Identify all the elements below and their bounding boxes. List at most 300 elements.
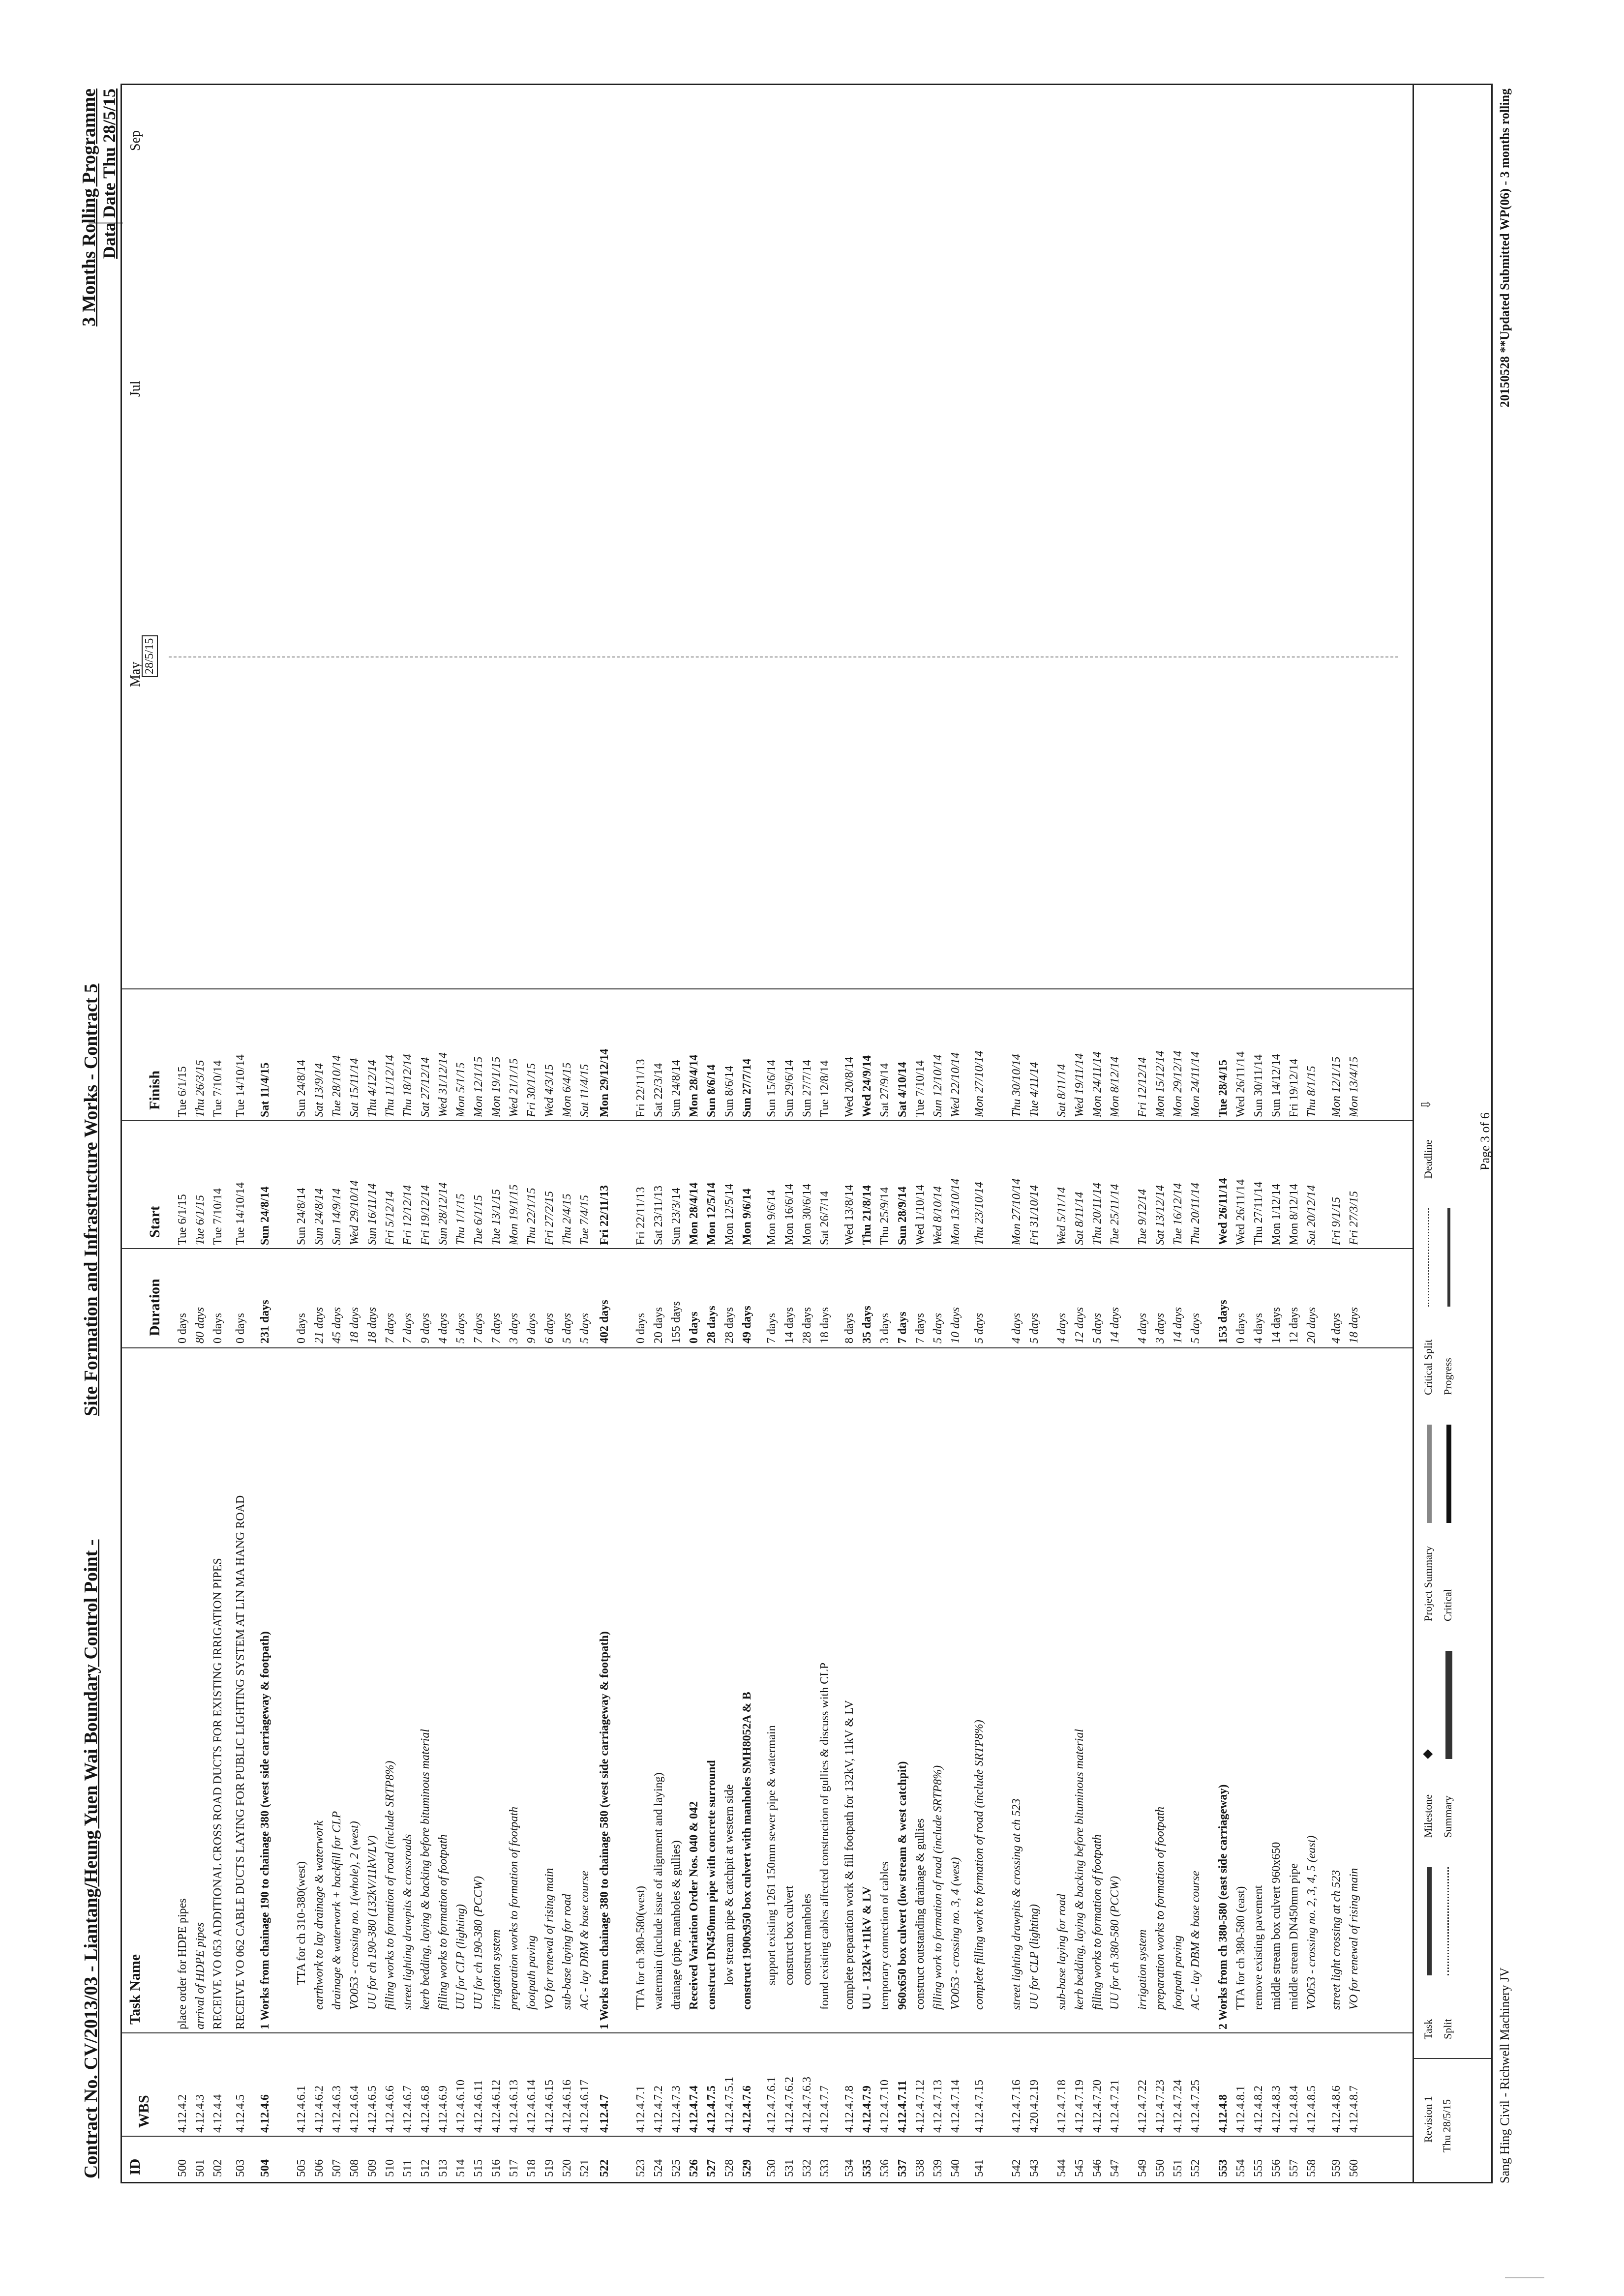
task-duration: 28 days (801, 1307, 813, 1343)
task-wbs: 4.12.4.8.1 (1234, 2086, 1247, 2133)
task-wbs: 4.12.4.6.13 (508, 2080, 520, 2133)
legend-progress-label: Progress (1442, 1358, 1454, 1395)
task-id: 528 (723, 2159, 736, 2177)
task-duration: 0 days (234, 1313, 247, 1343)
task-name: irrigation system (1136, 1929, 1149, 2010)
task-finish: Mon 28/4/14 (688, 1054, 700, 1117)
task-id: 510 (384, 2159, 396, 2177)
task-finish: Mon 24/11/14 (1189, 1051, 1202, 1117)
task-id: 511 (401, 2159, 414, 2177)
task-id: 501 (194, 2159, 207, 2177)
data-date: Data Date Thu 28/5/15 (99, 89, 119, 259)
task-duration: 12 days (1288, 1307, 1300, 1343)
task-name: construct DN450mm pipe with concrete surround (705, 1760, 718, 2010)
task-wbs: 4.12.4.6.1 (295, 2086, 308, 2133)
task-name: VO for renewal of rising main (1348, 1868, 1360, 2010)
task-id: 545 (1073, 2159, 1086, 2177)
task-id: 535 (861, 2159, 873, 2177)
task-finish: Mon 29/12/14 (598, 1048, 611, 1117)
column-divider (122, 988, 1413, 989)
task-finish: Tue 14/10/14 (234, 1054, 247, 1117)
task-id: 513 (437, 2159, 450, 2177)
task-duration: 18 days (1348, 1307, 1360, 1343)
task-wbs: 4.12.4.7.5.1 (723, 2077, 736, 2133)
task-id: 560 (1348, 2159, 1360, 2177)
task-finish: Sun 29/6/14 (783, 1060, 796, 1117)
task-id: 525 (670, 2159, 683, 2177)
task-name: UU for ch 190-380 (PCCW) (472, 1876, 485, 2010)
task-duration: 20 days (1305, 1307, 1318, 1343)
task-name: street lighting drawpits & crossing at ch 523 (1010, 1798, 1023, 2010)
task-name: preparation works to formation of footpath (1154, 1806, 1167, 2010)
task-id: 556 (1270, 2159, 1283, 2177)
legend-summary-label: Summary (1442, 1795, 1454, 1838)
task-finish: Mon 8/12/14 (1109, 1056, 1121, 1117)
task-id: 516 (490, 2159, 503, 2177)
task-finish: Fri 30/1/15 (525, 1063, 538, 1117)
task-id: 544 (1055, 2159, 1068, 2177)
task-start: Sun 28/9/14 (896, 1186, 909, 1245)
task-wbs: 4.12.4.3 (194, 2094, 207, 2133)
task-finish: Sun 27/7/14 (741, 1058, 753, 1117)
task-start: Fri 5/12/14 (384, 1191, 396, 1245)
task-id: 509 (366, 2159, 379, 2177)
task-start: Wed 26/11/14 (1234, 1179, 1247, 1245)
task-id: 514 (454, 2159, 467, 2177)
task-name: drainage & waterwork + backfill for CLP (331, 1811, 343, 2010)
task-start: Mon 9/6/14 (741, 1188, 753, 1245)
legend-deadline-label: Deadline (1422, 1139, 1434, 1179)
task-id: 521 (578, 2159, 591, 2177)
task-name: earthwork to lay drainage & waterwork (313, 1820, 326, 2010)
task-finish: Fri 19/12/14 (1288, 1058, 1300, 1117)
deadline-arrow-icon: ⇩ (1419, 1099, 1433, 1110)
task-name: street lighting drawpits & crossroads (401, 1834, 414, 2010)
revision-label: Revision 1 (1422, 2096, 1434, 2143)
task-name: construct manholes (801, 1894, 813, 1985)
task-name: footpath paving (525, 1935, 538, 2010)
task-duration: 7 days (896, 1312, 909, 1343)
task-name: TTA for ch 380-580(west) (634, 1885, 647, 2010)
task-id: 530 (765, 2159, 778, 2177)
task-finish: Tue 28/10/14 (331, 1055, 343, 1117)
task-id: 508 (348, 2159, 361, 2177)
task-start: Tue 7/10/14 (211, 1188, 224, 1245)
task-start: Mon 9/6/14 (765, 1190, 778, 1245)
task-duration: 7 days (472, 1313, 485, 1343)
task-duration: 7 days (384, 1313, 396, 1343)
task-start: Thu 2/4/15 (561, 1193, 573, 1245)
task-id: 547 (1109, 2159, 1121, 2177)
task-duration: 8 days (843, 1313, 856, 1343)
task-name: VO053 - crossing no. 3, 4 (west) (949, 1857, 962, 2010)
task-name: 2 Works from ch 380-580 (east side carriageway) (1217, 1784, 1230, 2029)
task-duration: 5 days (454, 1313, 467, 1343)
task-duration: 0 days (634, 1313, 647, 1343)
task-wbs: 4.12.4.7.22 (1136, 2080, 1149, 2133)
task-wbs: 4.12.4.6.16 (561, 2080, 573, 2133)
column-header-wbs: WBS (136, 2095, 152, 2128)
task-finish: Wed 4/3/15 (543, 1064, 556, 1117)
task-wbs: 4.12.4.4 (211, 2094, 224, 2133)
task-wbs: 4.12.4.8.2 (1252, 2086, 1265, 2133)
task-start: Wed 1/10/14 (914, 1185, 927, 1245)
legend-critical-split-label: Critical Split (1422, 1339, 1434, 1395)
task-start: Fri 19/12/14 (419, 1185, 432, 1245)
task-finish: Mon 24/11/14 (1091, 1051, 1104, 1117)
task-finish: Wed 22/10/14 (949, 1052, 962, 1117)
task-finish: Sat 15/11/14 (348, 1058, 361, 1117)
task-duration: 0 days (295, 1313, 308, 1343)
task-finish: Thu 8/1/15 (1305, 1066, 1318, 1117)
task-wbs: 4.12.4.7.10 (878, 2080, 891, 2133)
task-name: preparation works to formation of footpath (508, 1806, 520, 2010)
task-name: filling works to formation of road (include SRTP8%) (384, 1760, 396, 2010)
task-duration: 3 days (508, 1313, 520, 1343)
task-wbs: 4.12.4.8 (1217, 2094, 1230, 2133)
task-name: filling work to formation of road (include SRTP8%) (932, 1765, 944, 2010)
task-finish: Sat 27/9/14 (878, 1063, 891, 1117)
task-name: irrigation system (490, 1929, 503, 2010)
legend-divider (1414, 2058, 1491, 2059)
task-duration: 5 days (973, 1313, 986, 1343)
task-wbs: 4.12.4.7.6.1 (765, 2077, 778, 2133)
status-date-marker: 28/5/15 (142, 635, 158, 677)
task-wbs: 4.12.4.7.25 (1189, 2080, 1202, 2133)
task-finish: Sun 24/8/14 (670, 1060, 683, 1117)
task-name: UU for ch 380-580 (PCCW) (1109, 1876, 1121, 2010)
task-wbs: 4.12.4.6.3 (331, 2086, 343, 2133)
task-id: 504 (259, 2159, 271, 2177)
page-number: Page 3 of 6 (1478, 1112, 1492, 1170)
task-start: Thu 23/10/14 (973, 1182, 986, 1245)
task-name: VO053 - crossing no. 2, 3, 4, 5 (east) (1305, 1835, 1318, 2010)
task-start: Sun 24/8/14 (313, 1188, 326, 1245)
task-duration: 14 days (1109, 1307, 1121, 1343)
legend-critical-bar (1446, 1425, 1451, 1523)
task-start: Tue 16/12/14 (1172, 1183, 1184, 1245)
task-start: Tue 14/10/14 (234, 1182, 247, 1245)
task-wbs: 4.12.4.6.7 (401, 2086, 414, 2133)
task-duration: 20 days (652, 1307, 665, 1343)
task-id: 502 (211, 2159, 224, 2177)
task-start: Sat 13/12/14 (1154, 1185, 1167, 1245)
task-finish: Mon 12/1/15 (472, 1056, 485, 1117)
task-name: 1 Works from chainage 380 to chainage 580 (west side carriageway & footpath) (598, 1631, 611, 2029)
task-finish: Sat 27/12/14 (419, 1057, 432, 1117)
revision-date: Thu 28/5/15 (1441, 2099, 1453, 2152)
task-name: middle stream box culvert 960x650 (1270, 1842, 1283, 2010)
task-finish: Thu 11/12/14 (384, 1055, 396, 1117)
task-id: 550 (1154, 2159, 1167, 2177)
task-id: 512 (419, 2159, 432, 2177)
task-name: middle stream DN450mm pipe (1288, 1863, 1300, 2010)
task-id: 532 (801, 2159, 813, 2177)
task-wbs: 4.12.4.7.7 (818, 2086, 831, 2133)
task-finish: Sun 8/6/14 (723, 1066, 736, 1117)
legend-task-bar (1427, 1867, 1432, 1975)
task-name: kerb bedding, laying & backing before bituminous material (1073, 1729, 1086, 2010)
column-header-start: Start (147, 1206, 163, 1238)
legend-task-label: Task (1422, 2019, 1434, 2039)
column-header-duration: Duration (147, 1279, 163, 1336)
task-id: 527 (705, 2159, 718, 2177)
task-wbs: 4.12.4.7.2 (652, 2086, 665, 2133)
task-start: Tue 13/1/15 (490, 1189, 503, 1245)
milestone-diamond-icon: ◆ (1420, 1749, 1434, 1759)
task-finish: Tue 12/8/14 (818, 1060, 831, 1117)
task-name: complete filling work to formation of road (include SRTP8%) (973, 1720, 986, 2010)
task-name: filling works to formation of footpath (437, 1834, 450, 2010)
legend-milestone-label: Milestone (1422, 1794, 1434, 1838)
task-name: street light crossing at ch 523 (1330, 1870, 1343, 2010)
task-id: 558 (1305, 2159, 1318, 2177)
task-duration: 28 days (705, 1306, 718, 1343)
task-start: Wed 5/11/14 (1055, 1187, 1068, 1245)
task-name: Received Variation Order Nos. 040 & 042 (688, 1801, 700, 2010)
task-wbs: 4.12.4.8.4 (1288, 2086, 1300, 2133)
task-name: remove existing pavement (1252, 1885, 1265, 2010)
column-divider (122, 1248, 1413, 1249)
task-id: 553 (1217, 2159, 1230, 2177)
task-wbs: 4.12.4.7.11 (896, 2080, 909, 2133)
task-name: construct box culvert (783, 1885, 796, 1985)
task-name: UU for CLP (lighting) (1028, 1904, 1041, 2010)
legend-split-label: Split (1442, 2019, 1454, 2039)
task-wbs: 4.12.4.5 (234, 2094, 247, 2133)
task-duration: 4 days (1010, 1313, 1023, 1343)
task-duration: 49 days (741, 1306, 753, 1343)
task-start: Thu 27/11/14 (1252, 1181, 1265, 1245)
task-name: UU for CLP (lighting) (454, 1904, 467, 2010)
task-name: 960x650 box culvert (low stream & west catchpit) (896, 1761, 909, 2010)
task-start: Tue 7/4/15 (578, 1194, 591, 1245)
task-id: 524 (652, 2159, 665, 2177)
task-id: 534 (843, 2159, 856, 2177)
task-id: 539 (932, 2159, 944, 2177)
task-duration: 0 days (1234, 1313, 1247, 1343)
task-id: 505 (295, 2159, 308, 2177)
task-duration: 4 days (437, 1313, 450, 1343)
contract-heading: Contract No. CV/2013/03 - Liantang/Heung Yuen Wai Boundary Control Point - (81, 1539, 101, 2178)
column-header-task-name: Task Name (127, 1954, 143, 2025)
task-name: low stream pipe & catchpit at western side (723, 1784, 736, 1985)
task-name: found existing cables affected construction of gullies & discuss with CLP (818, 1662, 831, 2010)
task-start: Wed 8/10/14 (932, 1186, 944, 1245)
task-wbs: 4.12.4.2 (176, 2094, 189, 2133)
programme-title: 3 Months Rolling Programme (79, 89, 99, 327)
task-duration: 5 days (1091, 1313, 1104, 1343)
task-start: Thu 20/11/14 (1189, 1183, 1202, 1245)
task-wbs: 4.12.4.7.6 (741, 2086, 753, 2133)
task-duration: 4 days (1330, 1313, 1343, 1343)
task-id: 526 (688, 2159, 700, 2177)
task-id: 541 (973, 2159, 986, 2177)
task-start: Tue 6/1/15 (472, 1194, 485, 1245)
task-finish: Mon 6/4/15 (561, 1062, 573, 1117)
task-start: Sun 24/8/14 (295, 1188, 308, 1245)
task-start: Sat 26/7/14 (818, 1191, 831, 1245)
task-name: construct 1900x950 box culvert with manholes SMH8052A & B (741, 1692, 753, 2010)
task-wbs: 4.12.4.7.19 (1073, 2080, 1086, 2133)
task-name: sub-base laying for road (561, 1894, 573, 2010)
task-wbs: 4.12.4.6 (259, 2094, 271, 2133)
task-start: Mon 13/10/14 (949, 1178, 962, 1245)
task-wbs: 4.12.4.6.2 (313, 2086, 326, 2133)
task-wbs: 4.12.4.6.11 (472, 2080, 485, 2133)
task-name: watermain (include issue of alignment and laying) (652, 1772, 665, 2010)
task-wbs: 4.12.4.7.5 (705, 2086, 718, 2133)
task-wbs: 4.12.4.7.15 (973, 2080, 986, 2133)
task-start: Fri 22/11/13 (598, 1185, 611, 1245)
task-wbs: 4.12.4.6.10 (454, 2080, 467, 2133)
task-start: Thu 1/1/15 (454, 1193, 467, 1245)
task-name: 1 Works from chainage 190 to chainage 380 (west side carriageway & footpath) (259, 1631, 271, 2029)
task-duration: 231 days (259, 1300, 271, 1343)
timescale-month: May (128, 661, 143, 687)
task-wbs: 4.12.4.7.6.2 (783, 2077, 796, 2133)
task-wbs: 4.12.4.8.5 (1305, 2086, 1318, 2133)
task-finish: Sun 30/11/14 (1252, 1054, 1265, 1117)
task-finish: Mon 29/12/14 (1172, 1050, 1184, 1117)
task-duration: 80 days (194, 1307, 207, 1343)
task-start: Sat 8/11/14 (1073, 1192, 1086, 1245)
task-start: Tue 25/11/14 (1109, 1184, 1121, 1245)
task-start: Tue 6/1/15 (194, 1194, 207, 1245)
task-wbs: 4.12.4.7.18 (1055, 2080, 1068, 2133)
task-wbs: 4.12.4.7.3 (670, 2086, 683, 2133)
task-name: construct outstanding drainage & gullies (914, 1818, 927, 2010)
task-duration: 153 days (1217, 1300, 1230, 1343)
task-duration: 18 days (348, 1307, 361, 1343)
task-finish: Sat 22/3/14 (652, 1063, 665, 1117)
task-duration: 7 days (490, 1313, 503, 1343)
task-start: Sun 24/8/14 (259, 1186, 271, 1245)
task-id: 500 (176, 2159, 189, 2177)
task-start: Tue 9/12/14 (1136, 1189, 1149, 1245)
task-name: VO053 - crossing no. 1(whole), 2 (west) (348, 1821, 361, 2010)
column-divider (122, 1347, 1413, 1348)
task-id: 523 (634, 2159, 647, 2177)
task-start: Mon 8/12/14 (1288, 1184, 1300, 1245)
task-id: 542 (1010, 2159, 1023, 2177)
task-wbs: 4.12.4.8.6 (1330, 2086, 1343, 2133)
task-name: filling works to formation of footpath (1091, 1834, 1104, 2010)
task-wbs: 4.12.4.6.6 (384, 2086, 396, 2133)
task-wbs: 4.12.4.7.20 (1091, 2080, 1104, 2133)
task-id: 517 (508, 2159, 520, 2177)
task-start: Sun 23/3/14 (670, 1188, 683, 1245)
column-divider (122, 1120, 1413, 1121)
task-finish: Wed 19/11/14 (1073, 1053, 1086, 1117)
task-name: RECEIVE VO 053 ADDITIONAL CROSS ROAD DUCTS FOR EXISTING IRRIGATION PIPES (211, 1558, 224, 2029)
task-start: Mon 16/6/14 (783, 1184, 796, 1245)
task-name: kerb bedding, laying & backing before bituminous material (419, 1729, 432, 2010)
timescale-month: Jul (128, 381, 143, 397)
task-duration: 28 days (723, 1307, 736, 1343)
task-start: Tue 6/1/15 (176, 1194, 189, 1245)
task-start: Sun 16/11/14 (366, 1183, 379, 1245)
task-id: 522 (598, 2159, 611, 2177)
task-start: Sat 23/11/13 (652, 1185, 665, 1245)
task-wbs: 4.20.4.2.19 (1028, 2080, 1041, 2133)
task-name: VO for renewal of rising main (543, 1868, 556, 2010)
task-finish: Sun 27/7/14 (801, 1060, 813, 1117)
task-id: 515 (472, 2159, 485, 2177)
task-id: 503 (234, 2159, 247, 2177)
task-finish: Thu 26/3/15 (194, 1060, 207, 1117)
task-wbs: 4.12.4.7.9 (861, 2086, 873, 2133)
task-duration: 21 days (313, 1307, 326, 1343)
task-wbs: 4.12.4.7.14 (949, 2080, 962, 2133)
task-wbs: 4.12.4.7.1 (634, 2086, 647, 2133)
task-duration: 0 days (688, 1312, 700, 1343)
task-finish: Fri 22/11/13 (634, 1059, 647, 1117)
task-id: 520 (561, 2159, 573, 2177)
status-date-line (169, 656, 1398, 657)
task-finish: Wed 21/1/15 (508, 1058, 520, 1117)
column-divider (122, 2136, 1413, 2137)
task-wbs: 4.12.4.7.21 (1109, 2080, 1121, 2133)
timescale-month: Sep (128, 130, 143, 151)
task-wbs: 4.12.4.6.4 (348, 2086, 361, 2133)
task-start: Fri 27/2/15 (543, 1191, 556, 1245)
gantt-sheet (76, 79, 1542, 2203)
task-finish: Mon 12/1/15 (1330, 1056, 1343, 1117)
task-name: sub-base laying for road (1055, 1894, 1068, 2010)
task-wbs: 4.12.4.7.4 (688, 2086, 700, 2133)
task-name: footpath paving (1172, 1935, 1184, 2010)
task-name: arrival of HDPE pipes (194, 1922, 207, 2029)
task-duration: 4 days (1136, 1313, 1149, 1343)
task-id: 519 (543, 2159, 556, 2177)
task-duration: 3 days (1154, 1313, 1167, 1343)
task-id: 557 (1288, 2159, 1300, 2177)
task-start: Mon 12/5/14 (705, 1182, 718, 1245)
task-start: Mon 1/12/14 (1270, 1184, 1283, 1245)
task-duration: 7 days (401, 1313, 414, 1343)
task-name: place order for HDPE pipes (176, 1898, 189, 2029)
task-start: Mon 12/5/14 (723, 1184, 736, 1245)
task-id: 538 (914, 2159, 927, 2177)
legend-split-line (1447, 1867, 1449, 1975)
task-duration: 14 days (1270, 1307, 1283, 1343)
task-start: Sun 14/9/14 (331, 1188, 343, 1245)
task-start: Thu 25/9/14 (878, 1187, 891, 1245)
company-name: Sang Hing Civil - Richwell Machinery JV (1498, 1967, 1512, 2183)
task-wbs: 4.12.4.6.5 (366, 2086, 379, 2133)
task-duration: 14 days (1172, 1307, 1184, 1343)
scan-edge-mark (1505, 2277, 1544, 2278)
legend-progress-bar (1447, 1208, 1450, 1307)
task-wbs: 4.12.4.6.9 (437, 2086, 450, 2133)
task-name: complete preparation work & fill footpath for 132kV, 11kV & LV (843, 1700, 856, 2010)
task-finish: Mon 27/10/14 (973, 1050, 986, 1117)
task-duration: 18 days (366, 1307, 379, 1343)
task-duration: 0 days (211, 1313, 224, 1343)
task-finish: Mon 19/1/15 (490, 1056, 503, 1117)
task-finish: Sun 8/6/14 (705, 1064, 718, 1117)
task-id: 559 (1330, 2159, 1343, 2177)
task-id: 551 (1172, 2159, 1184, 2177)
task-finish: Wed 24/9/14 (861, 1055, 873, 1117)
task-finish: Tue 7/10/14 (211, 1060, 224, 1117)
task-wbs: 4.12.4.6.8 (419, 2086, 432, 2133)
task-duration: 402 days (598, 1300, 611, 1343)
task-finish: Sat 11/4/15 (259, 1062, 271, 1117)
task-id: 529 (741, 2159, 753, 2177)
task-start: Fri 12/12/14 (401, 1185, 414, 1245)
